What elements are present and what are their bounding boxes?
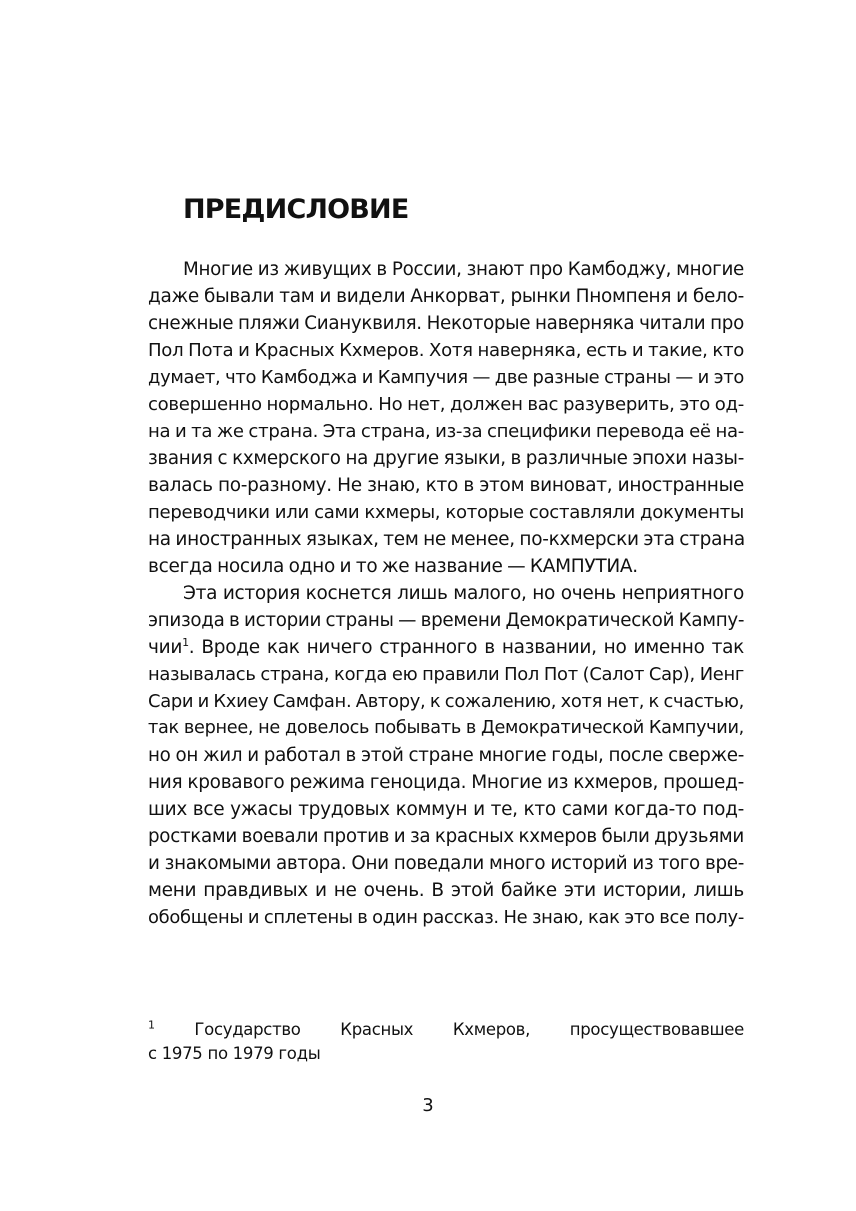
footnote-line xyxy=(148,1018,744,1042)
text-line: даже бывали там и видели Анкорват, рынки Пномпеня и бело- xyxy=(148,286,744,307)
footnote-line: с 1975 по 1979 годы xyxy=(148,1044,321,1063)
paragraph-1 xyxy=(148,256,744,580)
text-line: мени правдивых и не очень. В этой байке эти истории, лишь xyxy=(148,880,744,901)
text-line: ших все ужасы трудовых коммун и те, кто сами когда-то под- xyxy=(148,799,744,820)
page-heading: ПРЕДИСЛОВИЕ xyxy=(183,194,409,225)
text-fragment: чии xyxy=(148,637,183,658)
text-line: на иностранных языках, тем не менее, по-кхмерски эта страна xyxy=(148,529,745,550)
paragraph-2 xyxy=(148,580,744,931)
footnote-reference[interactable]: 1 xyxy=(182,635,189,649)
text-line: Многие из живущих в России, знают про Камбоджу, многие xyxy=(183,259,744,280)
text-line: думает, что Камбоджа и Кампучия — две разные страны — и это xyxy=(148,367,744,388)
text-line: всегда носила одно и то же название — КАМПУТИА. xyxy=(148,556,638,577)
text-fragment: . Вроде как ничего странного в названии, но именно так xyxy=(188,637,744,658)
text-line: снежные пляжи Сиануквиля. Некоторые наверняка читали про xyxy=(148,313,744,334)
text-line: называлась страна, когда ею правили Пол Пот (Салот Сар), Иенг xyxy=(148,664,744,685)
text-line: эпизода в истории страны — времени Демократической Кампу- xyxy=(148,610,745,631)
text-line: Пол Пота и Красных Кхмеров. Хотя наверняка, есть и такие, кто xyxy=(148,340,744,361)
text-line: переводчики или сами кхмеры, которые составляли документы xyxy=(148,502,744,523)
text-line: так вернее, не довелось побывать в Демократической Кампучии, xyxy=(148,718,744,738)
page-number: 3 xyxy=(422,1095,434,1116)
text-line: обобщены и сплетены в один рассказ. Не знаю, как это все полу- xyxy=(148,907,744,928)
text-line: звания с кхмерского на другие языки, в различные эпохи назы- xyxy=(148,448,744,469)
text-line: ростками воевали против и за красных кхмеров были друзьями xyxy=(148,826,744,847)
footnote xyxy=(148,1018,744,1066)
text-line: но он жил и работал в этой стране многие годы, после сверже- xyxy=(148,745,744,766)
text-line: Сари и Кхиеу Самфан. Автору, к сожалению, хотя нет, к счастью, xyxy=(148,691,744,712)
text-line: и знакомыми автора. Они поведали много историй из того вре- xyxy=(148,853,744,874)
text-line: ния кровавого режима геноцида. Многие из кхмеров, прошед- xyxy=(148,772,744,793)
footnote-text: Государство Красных Кхмеров, просуществовавшее xyxy=(194,1020,744,1039)
text-line-with-footnote xyxy=(148,634,744,661)
text-line: на и та же страна. Эта страна, из-за специфики перевода её на- xyxy=(148,421,744,442)
body-text xyxy=(148,256,744,931)
text-line: совершенно нормально. Но нет, должен вас разуверить, это од- xyxy=(148,394,744,415)
text-line: валась по-разному. Не знаю, кто в этом виноват, иностранные xyxy=(148,475,744,496)
footnote-marker: 1 xyxy=(148,1018,155,1032)
text-line: Эта история коснется лишь малого, но очень неприятного xyxy=(183,583,744,604)
